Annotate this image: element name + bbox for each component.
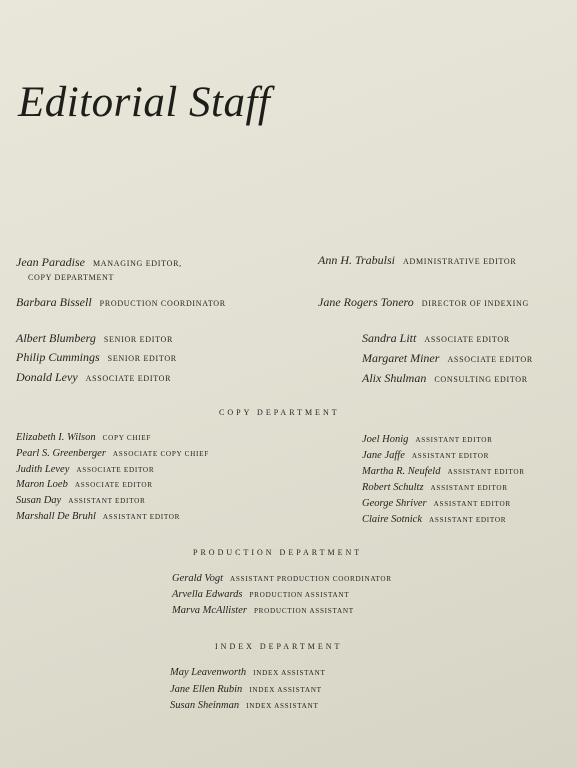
copy-department-heading: COPY DEPARTMENT: [219, 408, 340, 417]
staff-role: ASSISTANT EDITOR: [447, 468, 525, 476]
staff-name: Martha R. Neufeld: [362, 466, 441, 477]
staff-entry: [362, 511, 506, 527]
staff-entry: [16, 445, 209, 461]
staff-role: ASSISTANT EDITOR: [415, 436, 493, 444]
staff-role: ASSISTANT EDITOR: [428, 516, 507, 524]
staff-name: Jean Paradise: [16, 255, 85, 269]
staff-entry: [170, 697, 319, 713]
staff-entry: [362, 431, 493, 447]
staff-name: Marva McAllister: [172, 605, 247, 616]
staff-name: Margaret Miner: [362, 351, 440, 365]
staff-role-continued: COPY DEPARTMENT: [28, 273, 115, 282]
staff-entry: [16, 429, 151, 445]
staff-role: INDEX ASSISTANT: [253, 669, 326, 677]
staff-name: Judith Levey: [16, 464, 70, 475]
staff-role: ASSOCIATE EDITOR: [76, 466, 155, 474]
staff-role: ASSOCIATE EDITOR: [85, 374, 172, 383]
staff-name: Philip Cummings: [16, 350, 100, 364]
staff-entry: [362, 463, 525, 479]
staff-name: Pearl S. Greenberger: [16, 448, 106, 459]
staff-entry: [362, 371, 528, 387]
staff-entry: [318, 253, 516, 269]
index-department-heading: INDEX DEPARTMENT: [215, 642, 343, 651]
staff-name: Jane Jaffe: [362, 450, 405, 461]
staff-role: SENIOR EDITOR: [107, 354, 177, 363]
staff-role: PRODUCTION ASSISTANT: [249, 591, 350, 599]
staff-role: INDEX ASSISTANT: [249, 686, 322, 694]
staff-name: May Leavenworth: [170, 667, 247, 678]
staff-name: Susan Day: [16, 495, 62, 506]
staff-role: ASSISTANT PRODUCTION COORDINATOR: [230, 575, 392, 583]
staff-entry: [16, 331, 173, 347]
staff-name: Barbara Bissell: [16, 295, 92, 309]
staff-role: PRODUCTION ASSISTANT: [253, 607, 354, 615]
staff-entry: [362, 351, 533, 367]
staff-role: ASSISTANT EDITOR: [68, 497, 146, 505]
staff-entry: [172, 602, 354, 618]
staff-entry: [362, 331, 510, 347]
staff-entry: [170, 681, 322, 697]
staff-role: ASSISTANT EDITOR: [102, 513, 181, 521]
staff-entry: [16, 461, 154, 477]
staff-entry: [16, 255, 182, 271]
staff-name: Marshall De Bruhl: [16, 511, 96, 522]
staff-role: DIRECTOR OF INDEXING: [421, 299, 529, 308]
staff-role: ASSISTANT EDITOR: [433, 500, 511, 508]
staff-entry: [362, 447, 489, 463]
staff-name: Elizabeth I. Wilson: [16, 432, 96, 443]
staff-entry: [16, 295, 226, 311]
staff-role: ADMINISTRATIVE EDITOR: [403, 257, 517, 266]
staff-name: Sandra Litt: [362, 331, 417, 345]
staff-name: Maron Loeb: [16, 479, 68, 490]
staff-entry: [16, 350, 177, 366]
staff-role: ASSOCIATE COPY CHIEF: [112, 450, 209, 458]
staff-entry: [16, 476, 153, 492]
staff-name: Jane Rogers Tonero: [318, 295, 414, 309]
staff-entry: [318, 295, 529, 311]
staff-name: Donald Levy: [16, 370, 78, 384]
staff-role: ASSOCIATE EDITOR: [447, 355, 533, 364]
staff-name: Susan Sheinman: [170, 700, 240, 711]
staff-role: ASSISTANT EDITOR: [411, 452, 490, 460]
staff-role: COPY CHIEF: [102, 434, 152, 442]
staff-entry: [172, 586, 349, 602]
page-title: Editorial Staff: [18, 79, 271, 126]
staff-name: Ann H. Trabulsi: [318, 253, 396, 267]
staff-entry: [16, 370, 171, 386]
production-department-heading: PRODUCTION DEPARTMENT: [193, 548, 363, 557]
staff-role: ASSISTANT EDITOR: [430, 484, 508, 492]
staff-name: Arvella Edwards: [172, 589, 243, 600]
staff-entry: [16, 508, 180, 524]
staff-role: INDEX ASSISTANT: [246, 702, 319, 710]
staff-name: Joel Honig: [362, 434, 409, 445]
staff-name: Alix Shulman: [362, 371, 427, 385]
staff-role: CONSULTING EDITOR: [434, 375, 528, 384]
staff-entry: [172, 570, 392, 586]
staff-entry: [16, 492, 145, 508]
staff-name: Gerald Vogt: [172, 573, 224, 584]
staff-role: ASSOCIATE EDITOR: [424, 335, 510, 344]
staff-name: Jane Ellen Rubin: [170, 684, 243, 695]
staff-role: SENIOR EDITOR: [103, 335, 174, 344]
staff-name: George Shriver: [362, 498, 427, 509]
staff-entry: [362, 495, 511, 511]
staff-role: PRODUCTION COORDINATOR: [99, 299, 226, 308]
staff-role: MANAGING EDITOR,: [92, 259, 182, 268]
staff-name: Albert Blumberg: [16, 331, 96, 345]
staff-name: Claire Sotnick: [362, 514, 422, 525]
staff-entry: [362, 479, 508, 495]
staff-name: Robert Schultz: [362, 482, 424, 493]
staff-entry: [170, 664, 326, 680]
staff-role: ASSOCIATE EDITOR: [74, 481, 153, 489]
